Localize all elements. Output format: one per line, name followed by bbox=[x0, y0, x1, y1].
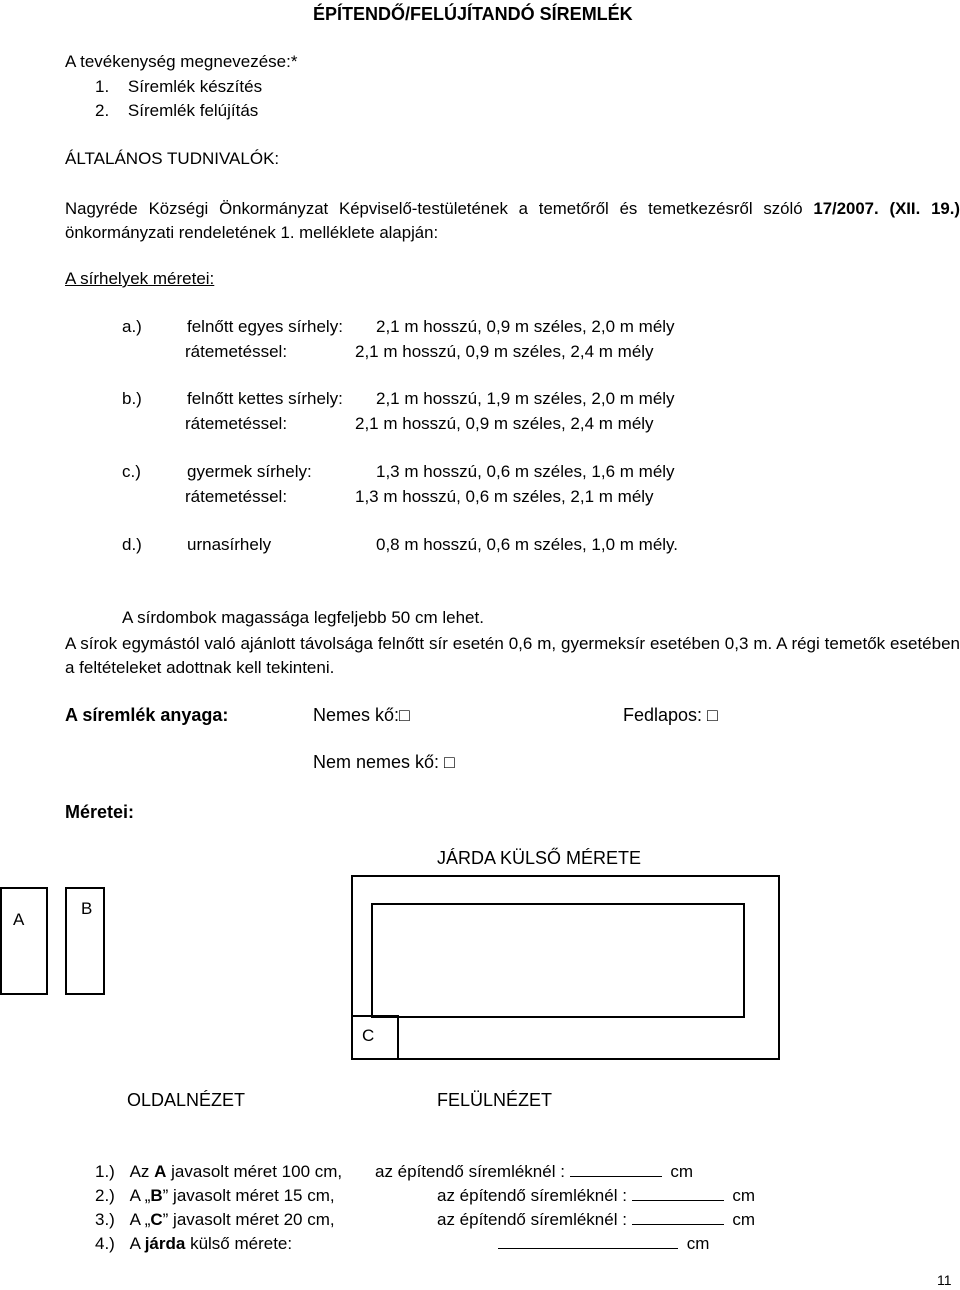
activity-item-1 bbox=[95, 77, 262, 97]
mound-note: A sírdombok magassága legfeljebb 50 cm lehet. bbox=[122, 608, 484, 627]
plot-sub-value: 2,1 m hosszú, 0,9 m széles, 2,4 m mély bbox=[355, 342, 654, 361]
measure-prefix: A bbox=[129, 1186, 145, 1205]
list-text: Síremlék felújítás bbox=[127, 101, 259, 120]
measure-letter: járda bbox=[144, 1234, 186, 1253]
measure-number: 4.) bbox=[95, 1234, 115, 1253]
general-heading: ÁLTALÁNOS TUDNIVALÓK: bbox=[65, 149, 280, 168]
plot-sub-label: rátemetéssel: bbox=[185, 414, 288, 433]
measure-letter: A bbox=[154, 1162, 167, 1181]
measure-prefix: A bbox=[129, 1234, 145, 1253]
regulation-ref: 17/2007. (XII. 19.) bbox=[813, 199, 960, 218]
label-c: C bbox=[362, 1026, 375, 1045]
measure-input-line[interactable] bbox=[498, 1234, 678, 1249]
plot-sub-label: rátemetéssel: bbox=[185, 342, 288, 361]
measure-prefix: Az bbox=[129, 1162, 155, 1181]
top-view-label: FELÜLNÉZET bbox=[437, 1090, 553, 1110]
plot-letter: b.) bbox=[122, 389, 142, 408]
plot-letter: d.) bbox=[122, 535, 142, 554]
plot-value: 0,8 m hosszú, 0,6 m széles, 1,0 m mély. bbox=[376, 535, 679, 554]
plot-label: felnőtt egyes sírhely: bbox=[187, 317, 343, 336]
material-noble-checkbox[interactable]: Nemes kő:□ bbox=[313, 705, 410, 725]
activity-item-2 bbox=[95, 101, 258, 121]
measure-prefix: A bbox=[129, 1210, 145, 1229]
measure-text: javasolt méret 20 cm, bbox=[168, 1210, 335, 1229]
dimensions-label: Méretei: bbox=[65, 802, 135, 822]
measure-unit: cm bbox=[686, 1234, 710, 1253]
plot-sub-label: rátemetéssel: bbox=[185, 487, 288, 506]
measure-right-text: az építendő síremléknél : bbox=[437, 1186, 627, 1205]
plot-value: 2,1 m hosszú, 1,9 m széles, 2,0 m mély bbox=[376, 389, 675, 408]
top-view-inner bbox=[371, 903, 745, 1018]
measure-text: javasolt méret 15 cm, bbox=[168, 1186, 335, 1205]
measure-unit: cm bbox=[732, 1210, 756, 1229]
quote-open: „ bbox=[144, 1210, 151, 1229]
regulation-prefix: Nagyréde Községi Önkormányzat Képviselő-testületének a temetőről és temetkezésről szóló bbox=[65, 199, 803, 218]
plot-label: gyermek sírhely: bbox=[187, 462, 312, 481]
plot-letter: c.) bbox=[122, 462, 141, 481]
measure-row-4 bbox=[95, 1234, 292, 1254]
measure-right-text: az építendő síremléknél : bbox=[375, 1162, 565, 1181]
measure-input-line[interactable] bbox=[632, 1210, 724, 1225]
measure-right-4 bbox=[498, 1234, 709, 1254]
measure-right-2 bbox=[437, 1186, 755, 1206]
page-number: 11 bbox=[937, 1272, 952, 1288]
activity-label: A tevékenység megnevezése:* bbox=[65, 52, 298, 71]
side-view-box-a bbox=[0, 887, 48, 995]
measure-text: javasolt méret 100 cm, bbox=[166, 1162, 343, 1181]
list-number: 1. bbox=[95, 77, 110, 96]
measure-row-1 bbox=[95, 1162, 342, 1182]
plot-value: 1,3 m hosszú, 0,6 m széles, 1,6 m mély bbox=[376, 462, 675, 481]
measure-input-line[interactable] bbox=[632, 1186, 724, 1201]
measure-unit: cm bbox=[670, 1162, 694, 1181]
plot-letter: a.) bbox=[122, 317, 142, 336]
measure-right-1 bbox=[375, 1162, 693, 1182]
top-view-box-c bbox=[351, 1015, 399, 1060]
quote-open: „ bbox=[144, 1186, 151, 1205]
plot-sub-value: 1,3 m hosszú, 0,6 m széles, 2,1 m mély bbox=[355, 487, 654, 506]
distance-note: A sírok egymástól való ajánlott távolsága felnőtt sír esetén 0,6 m, gyermeksír esetében 0,3 m. A régi temetők esetében a feltételeket adottnak kell tekinteni. bbox=[65, 634, 960, 677]
material-label: A síremlék anyaga: bbox=[65, 705, 229, 725]
list-number: 2. bbox=[95, 101, 110, 120]
measure-number: 1.) bbox=[95, 1162, 115, 1181]
measure-right-3 bbox=[437, 1210, 755, 1230]
regulation-suffix: önkormányzati rendeletének 1. melléklete alapján: bbox=[65, 223, 439, 242]
plot-label: urnasírhely bbox=[187, 535, 272, 554]
walkway-title: JÁRDA KÜLSŐ MÉRETE bbox=[437, 848, 642, 868]
list-text: Síremlék készítés bbox=[127, 77, 263, 96]
material-non-noble-checkbox[interactable]: Nem nemes kő: □ bbox=[313, 752, 455, 772]
sizes-heading: A sírhelyek méretei: bbox=[65, 269, 215, 288]
quote-close: ” bbox=[162, 1186, 169, 1205]
plot-value: 2,1 m hosszú, 0,9 m széles, 2,0 m mély bbox=[376, 317, 675, 336]
measure-row-2 bbox=[95, 1186, 335, 1206]
measure-input-line[interactable] bbox=[570, 1162, 662, 1177]
measure-text: külső mérete: bbox=[185, 1234, 293, 1253]
regulation-paragraph bbox=[65, 197, 960, 245]
plot-sub-value: 2,1 m hosszú, 0,9 m széles, 2,4 m mély bbox=[355, 414, 654, 433]
side-view-box-b bbox=[65, 887, 105, 995]
measure-right-text: az építendő síremléknél : bbox=[437, 1210, 627, 1229]
side-view-label: OLDALNÉZET bbox=[127, 1090, 246, 1110]
label-b: B bbox=[81, 899, 93, 918]
measure-row-3 bbox=[95, 1210, 335, 1230]
page-title: ÉPÍTENDŐ/FELÚJÍTANDÓ SÍREMLÉK bbox=[313, 4, 633, 24]
quote-close: ” bbox=[162, 1210, 169, 1229]
plot-label: felnőtt kettes sírhely: bbox=[187, 389, 343, 408]
measure-number: 2.) bbox=[95, 1186, 115, 1205]
measure-letter: C bbox=[150, 1210, 163, 1229]
material-cover-checkbox[interactable]: Fedlapos: □ bbox=[623, 705, 718, 725]
label-a: A bbox=[13, 910, 25, 929]
measure-number: 3.) bbox=[95, 1210, 115, 1229]
measure-letter: B bbox=[150, 1186, 163, 1205]
measure-unit: cm bbox=[732, 1186, 756, 1205]
